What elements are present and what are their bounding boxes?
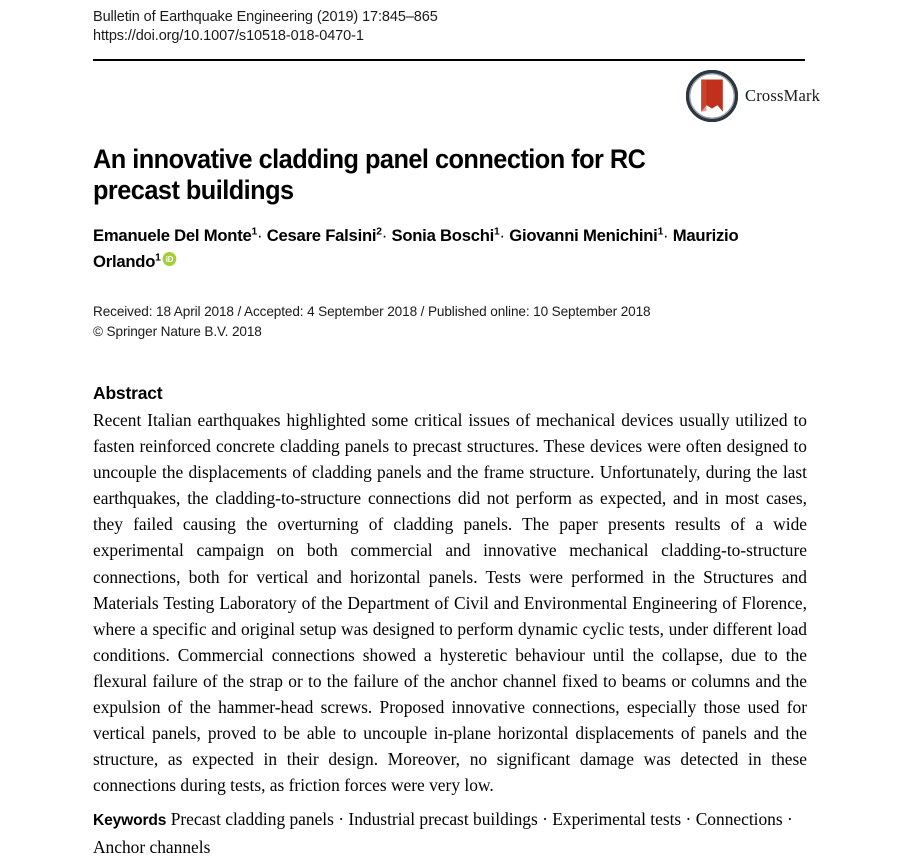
crossmark-label: CrossMark — [745, 86, 821, 105]
journal-doi[interactable]: https://doi.org/10.1007/s10518-018-0470-1 — [93, 28, 364, 44]
copyright-line: © Springer Nature B.V. 2018 — [93, 323, 262, 339]
svg-text:iD: iD — [165, 254, 174, 264]
publication-dates: Received: 18 April 2018 / Accepted: 4 September 2018 / Published online: 10 September 2018 — [93, 304, 651, 319]
keyword-separator: · — [681, 809, 696, 829]
keyword-item[interactable]: Industrial precast buildings — [348, 809, 538, 829]
author-affiliation-marker: 1 — [251, 225, 258, 238]
header-divider — [93, 59, 805, 61]
keyword-item[interactable]: Experimental tests — [552, 809, 682, 829]
author-separator: · — [663, 226, 669, 245]
journal-citation: Bulletin of Earthquake Engineering (2019) 17:845–865 — [93, 9, 438, 25]
orcid-icon[interactable] — [163, 252, 177, 266]
publication-info — [93, 302, 813, 341]
author-affiliation-marker: 2 — [376, 225, 382, 238]
author-separator: · — [499, 226, 505, 245]
author-separator: · — [381, 226, 388, 245]
keyword-item[interactable]: Anchor channels — [93, 837, 211, 856]
crossmark-badge[interactable] — [686, 68, 821, 124]
keyword-item[interactable]: Precast cladding panels — [170, 809, 334, 829]
author-separator: · — [257, 226, 263, 245]
keyword-separator: · — [333, 809, 349, 829]
author-affiliation-marker: 1 — [155, 251, 161, 264]
crossmark-icon — [686, 70, 738, 122]
author-name[interactable]: Emanuele Del Monte — [93, 226, 252, 245]
keywords-section — [93, 806, 807, 856]
author-affiliation-marker: 1 — [494, 225, 500, 238]
author-name[interactable]: Sonia Boschi — [391, 226, 495, 245]
keyword-item[interactable]: Connections — [695, 809, 783, 829]
keyword-separator: · — [537, 809, 553, 829]
author-name[interactable]: Giovanni Menichini — [509, 226, 658, 245]
keywords-list — [93, 809, 793, 856]
keywords-label: Keywords — [93, 812, 167, 829]
abstract-text: Recent Italian earthquakes highlighted some critical issues of mechanical devices usually utilized to fasten reinforced concrete cladding panels to precast structures. These devices were often designed to uncouple the displacements of cladding panels and the frame structure. Unfortunately, during the last earthquakes, the cladding-to-structure connections did not perform as expected, and in most cases, they failed causing the overturning of cladding panels. The paper presents results of a wide experimental campaign on both commercial and innovative mechanical cladding-to-structure connections, both for vertical and horizontal panels. Tests were performed in the Structures and Materials Testing Laboratory of the Department of Civil and Environmental Engineering of Florence, where a specific and original setup was designed to perform dynamic cyclic tests, under different load conditions. Commercial connections showed a hysteretic behaviour until the collapse, due to the flexural failure of the strap or to the failure of the anchor channel fixed to beams or columns and the expulsion of the hammer-head screws. Proposed innovative connections, especially those used for vertical panels, proved to be able to uncouple in-plane horizontal displacements of panels and the structure, as expected in their design. Moreover, no significant damage was detected in these connections during tests, as friction forces were very low. — [93, 410, 807, 796]
page-title: An innovative cladding panel connection for RC precast buildings — [93, 143, 646, 205]
author-name[interactable]: Maurizio Orlando — [93, 226, 739, 271]
author-list — [93, 223, 779, 275]
keyword-separator: · — [782, 809, 793, 829]
journal-header — [93, 8, 813, 46]
author-name[interactable]: Cesare Falsini — [266, 226, 377, 245]
abstract-heading: Abstract — [93, 383, 163, 403]
author-affiliation-marker: 1 — [657, 225, 664, 238]
